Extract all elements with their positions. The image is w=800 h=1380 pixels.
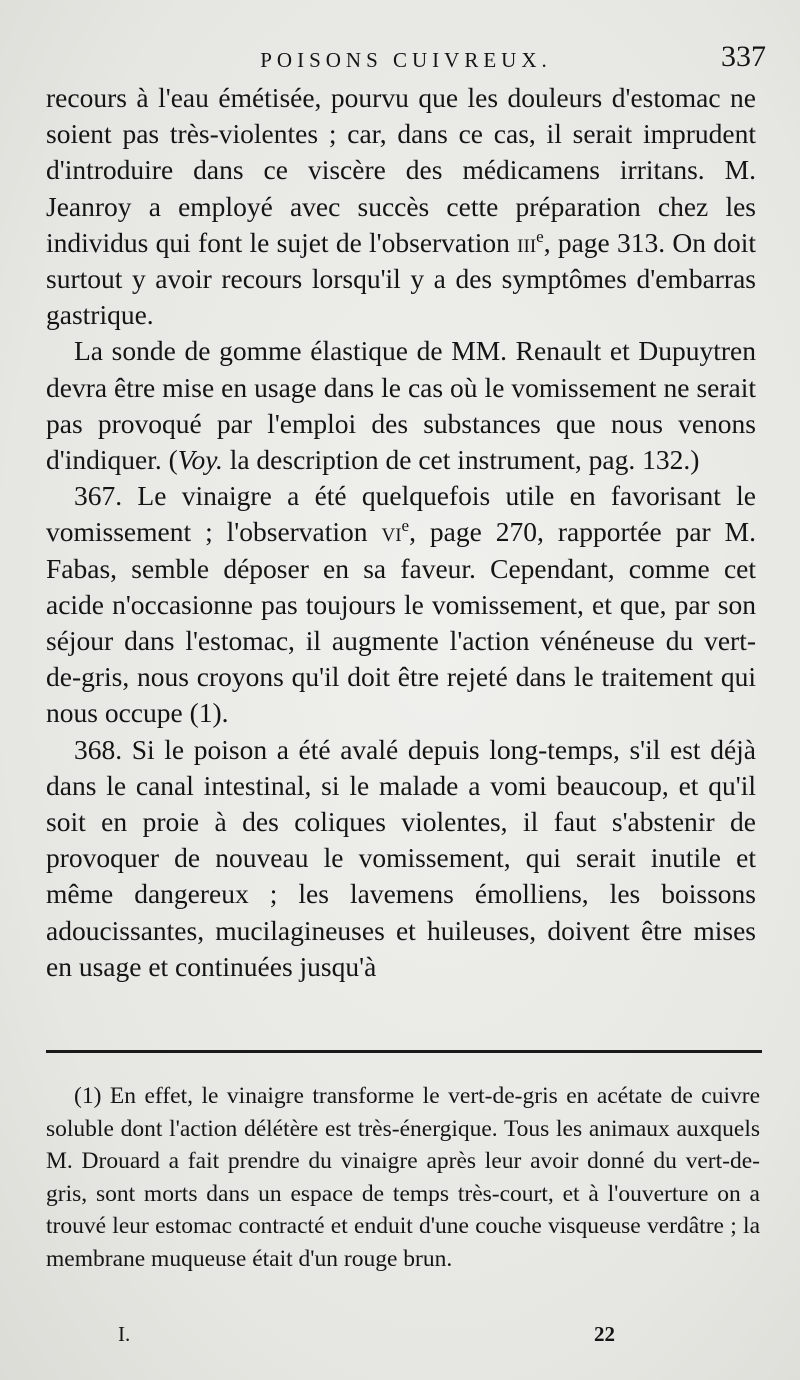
paragraph-text-tail: , page 313. On doit surtout y avoir recours lorsqu'il y a des symptômes d'embarras gastrique. bbox=[46, 226, 756, 331]
observation-suffix: e bbox=[401, 516, 410, 536]
voy-reference: Voy. bbox=[177, 444, 223, 476]
observation-suffix: e bbox=[536, 226, 544, 246]
paragraph-text: 367. Le vinaigre a été quelquefois utile en favorisant le vomissement ; l'observation bbox=[46, 480, 756, 548]
observation-numeral: vi bbox=[381, 516, 402, 548]
paragraph-368 bbox=[46, 732, 756, 985]
page-number: 337 bbox=[721, 40, 766, 73]
main-text bbox=[46, 80, 756, 985]
paragraph-continued bbox=[46, 80, 756, 333]
paragraph-text-tail: la description de cet instrument, pag. 132.) bbox=[222, 444, 700, 476]
running-title: POISONS CUIVREUX. bbox=[260, 48, 552, 72]
footnotes bbox=[46, 1080, 760, 1275]
paragraph-367 bbox=[46, 478, 756, 731]
paragraph-text: 368. Si le poison a été avalé depuis long-temps, s'il est déjà dans le canal intestinal, si le malade a vomi beaucoup, et qu'il soit en proie à des coliques violentes, il faut s'abstenir de provoquer de nouveau le vomissement, qui serait inutile et même dangereux ; les lavemens émolliens, les boissons adoucissantes, mucilagineuses et huileuses, doivent être mises en usage et continuées jusqu'à bbox=[46, 733, 756, 982]
page-header bbox=[46, 42, 766, 82]
paragraph-text-tail: , page 270, rapportée par M. Fabas, semble déposer en sa faveur. Cependant, comme cet acide n'occasionne pas toujours le vomissement, et que, par son séjour dans l'estomac, il augmente l'action vénéneuse du vert-de-gris, nous croyons qu'il doit être rejeté dans le traitement qui nous occupe (1). bbox=[46, 516, 756, 729]
footnote-1: (1) En effet, le vinaigre transforme le vert-de-gris en acétate de cuivre soluble dont l'action délétère est très-énergique. Tous les animaux auxquels M. Drouard a fait prendre du vinaigre après leur avoir donné du vert-de-gris, sont morts dans un espace de temps très-court, et à l'ouverture on a trouvé leur estomac contracté et enduit d'une couche visqueuse verdâtre ; la membrane muqueuse était d'un rouge brun. bbox=[46, 1083, 760, 1272]
paragraph-text: recours à l'eau émétisée, pourvu que les douleurs d'estomac ne soient pas très-violentes ; car, dans ce cas, il serait imprudent d'introduire dans ce viscère des médicamens irritans. M. Jeanroy a employé avec succès cette préparation chez les individus qui font le sujet de l'observation bbox=[46, 82, 756, 258]
footnote-rule bbox=[46, 1050, 762, 1053]
signature-mark: I. bbox=[118, 1322, 131, 1346]
observation-numeral: iii bbox=[517, 226, 537, 258]
paragraph-sonde bbox=[46, 333, 756, 478]
signature-number: 22 bbox=[594, 1322, 615, 1346]
paragraph-text: La sonde de gomme élastique de MM. Renault et Dupuytren devra être mise en usage dans le cas où le vomissement ne serait pas provoqué par l'emploi des substances que nous venons d'indiquer. ( bbox=[46, 335, 756, 476]
